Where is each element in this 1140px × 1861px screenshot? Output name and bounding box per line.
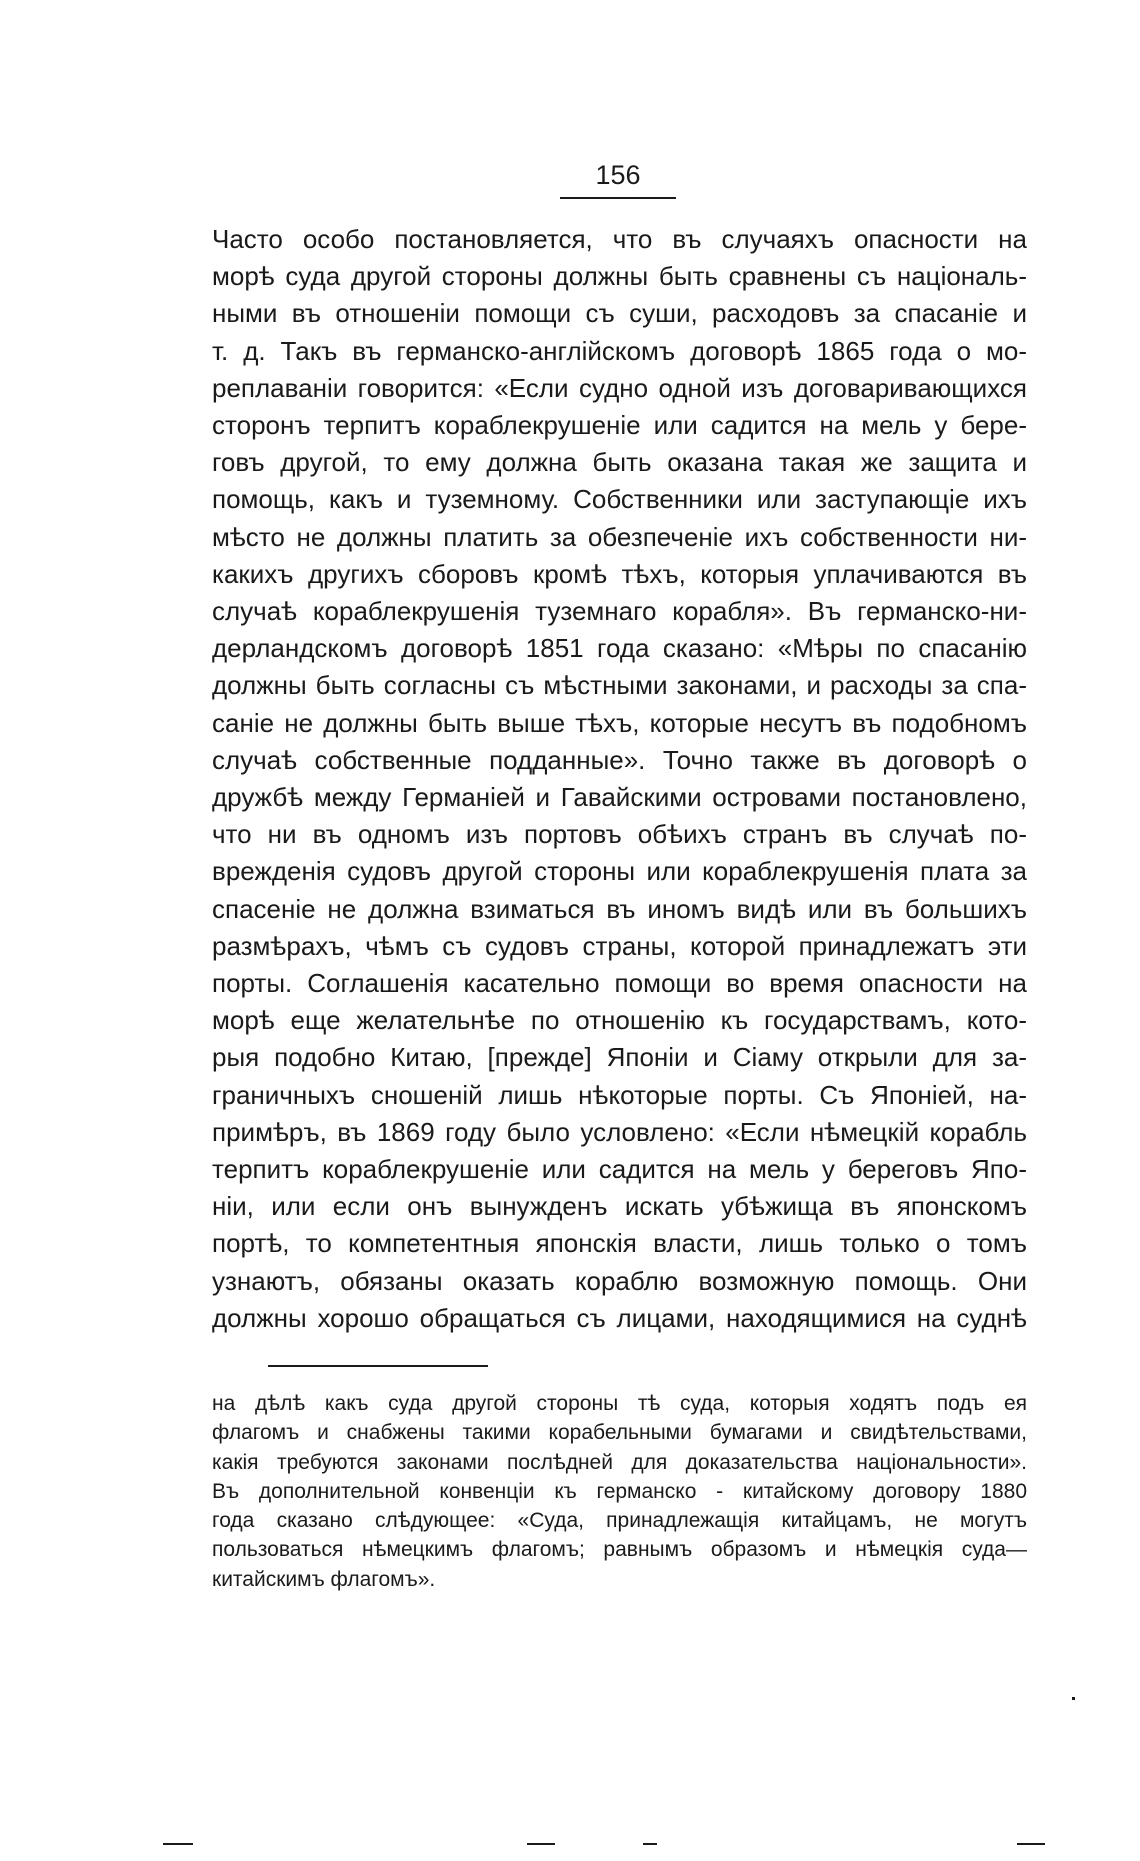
text-line: саніе не должны быть выше тѣхъ, которые несутъ въ подобномъ	[212, 707, 1027, 738]
scan-speck	[1072, 1697, 1075, 1700]
footnote-line: пользоваться нѣмецкимъ флагомъ; равнымъ образомъ и нѣмецкія суда—	[212, 1538, 1027, 1562]
page-number-rule	[560, 197, 676, 199]
text-line: случаѣ кораблекрушенія туземнаго корабля». Въ германско-ни-	[212, 596, 1027, 627]
text-line: врежденія судовъ другой стороны или кораблекрушенія плата за	[212, 856, 1027, 887]
text-line: портѣ, то компетентныя японскія власти, лишь только о томъ	[212, 1228, 1027, 1259]
text-line: Часто особо постановляется, что въ случаяхъ опасности на	[212, 224, 1027, 254]
scan-edge-mark	[643, 1843, 657, 1845]
text-line: случаѣ собственные подданные». Точно также въ договорѣ о	[212, 744, 1027, 775]
text-line: т. д. Такъ въ германско-англійскомъ договорѣ 1865 года о мо-	[212, 335, 1027, 366]
text-line: морѣ суда другой стороны должны быть сравнены съ національ-	[212, 261, 1027, 292]
footnote-line: года сказано слѣдующее: «Суда, принадлежащія китайцамъ, не могутъ	[212, 1509, 1027, 1533]
text-line: узнаютъ, обязаны оказать кораблю возможную помощь. Они	[212, 1265, 1027, 1296]
text-line: помощь, какъ и туземному. Собственники или заступающіе ихъ	[212, 484, 1027, 515]
text-line: должны быть согласны съ мѣстными законами, и расходы за спа-	[212, 670, 1027, 701]
footnote-line: на дѣлѣ какъ суда другой стороны тѣ суда, которыя ходятъ подъ ея	[212, 1392, 1027, 1415]
footnote-line: флагомъ и снабжены такими корабельными бумагами и свидѣтельствами,	[212, 1421, 1027, 1445]
main-text	[212, 221, 1027, 1337]
text-line: говъ другой, то ему должна быть оказана такая же защита и	[212, 447, 1027, 478]
text-line: мѣсто не должны платить за обезпеченіе ихъ собственности ни-	[212, 521, 1027, 552]
text-line: реплаваніи говорится: «Если судно одной изъ договаривающихся	[212, 372, 1027, 403]
text-line: спасеніе не должна взиматься въ иномъ видѣ или въ большихъ	[212, 893, 1027, 924]
footnote	[212, 1389, 1027, 1594]
text-line: сторонъ терпитъ кораблекрушеніе или садится на мель у бере-	[212, 410, 1027, 441]
text-line: размѣрахъ, чѣмъ съ судовъ страны, которой принадлежатъ эти	[212, 930, 1027, 961]
text-line: примѣръ, въ 1869 году было условлено: «Если нѣмецкій корабль	[212, 1116, 1027, 1147]
scan-edge-mark	[527, 1843, 555, 1845]
footnote-line: китайскимъ флагомъ».	[212, 1567, 436, 1591]
page-number: 156	[595, 160, 641, 190]
text-line: граничныхъ сношеній лишь нѣкоторые порты. Съ Японіей, на-	[212, 1079, 1027, 1110]
text-line: рыя подобно Китаю, [прежде] Японіи и Сіаму открыли для за-	[212, 1042, 1027, 1073]
text-line: ніи, или если онъ вынужденъ искать убѣжища въ японскомъ	[212, 1191, 1027, 1222]
footnote-line: какія требуются законами послѣдней для доказательства національности».	[212, 1450, 1027, 1474]
text-line: должны хорошо обращаться съ лицами, находящимися на суднѣ	[212, 1302, 1027, 1333]
text-line: терпитъ кораблекрушеніе или садится на мель у береговъ Япо-	[212, 1154, 1027, 1185]
scan-edge-mark	[163, 1843, 193, 1845]
text-line: дерландскомъ договорѣ 1851 года сказано: «Мѣры по спасанію	[212, 633, 1027, 664]
text-line: что ни въ одномъ изъ портовъ обѣихъ странъ въ случаѣ по-	[212, 819, 1027, 850]
text-line: морѣ еще желательнѣе по отношенію къ государствамъ, кото-	[212, 1005, 1027, 1036]
text-line: ными въ отношеніи помощи съ суши, расходовъ за спасаніе и	[212, 298, 1027, 329]
text-line: дружбѣ между Германіей и Гавайскими островами постановлено,	[212, 782, 1027, 813]
text-line: порты. Соглашенія касательно помощи во время опасности на	[212, 968, 1027, 999]
footnote-separator	[268, 1365, 488, 1367]
text-line: какихъ другихъ сборовъ кромѣ тѣхъ, которыя уплачиваются въ	[212, 558, 1027, 589]
footnote-line: Въ дополнительной конвенціи къ германско - китайскому договору 1880	[212, 1479, 1027, 1503]
scan-edge-mark	[1017, 1843, 1045, 1845]
